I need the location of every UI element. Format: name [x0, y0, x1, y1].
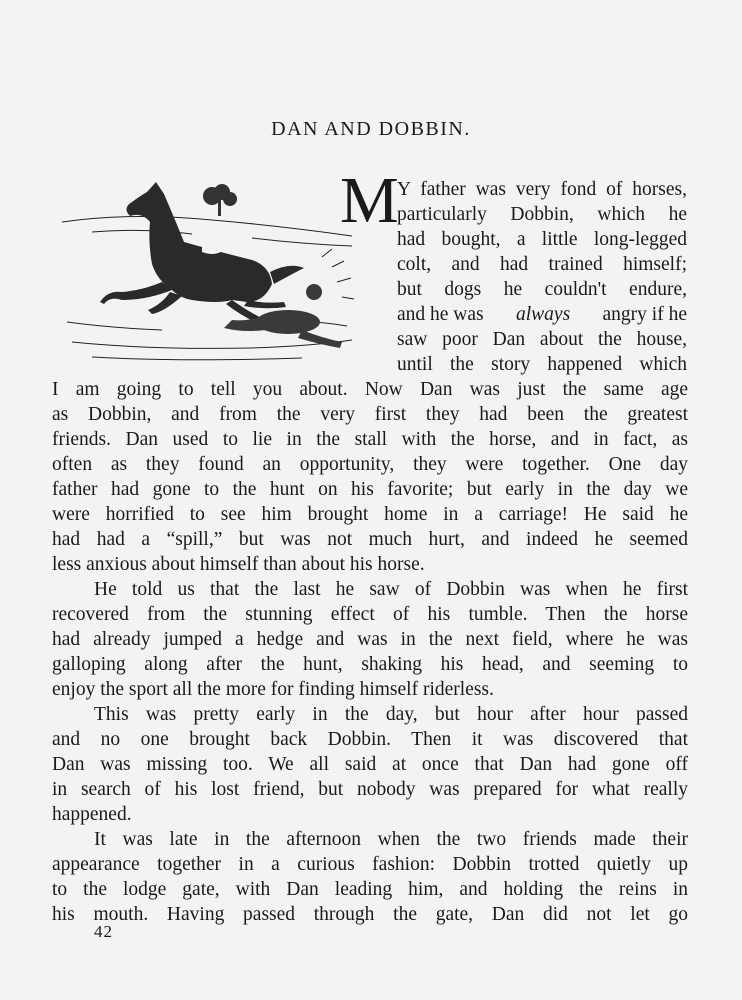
- text-line: Dan was missing too. We all said at once that Dan had gone off: [52, 754, 688, 775]
- text-line: This was pretty early in the day, but hour after hour passed: [94, 704, 688, 725]
- drop-cap: M: [340, 164, 399, 237]
- text-line: and no one brought back Dobbin. Then it was discovered that: [52, 729, 688, 750]
- text-line: happened.: [52, 804, 132, 825]
- text-line: to the lodge gate, with Dan leading him, and holding the reins in: [52, 879, 688, 900]
- text-line: saw poor Dan about the house,: [397, 329, 687, 350]
- text-line: father had gone to the hunt on his favorite; but early in the day we: [52, 479, 688, 500]
- text-fragment: and he was: [397, 304, 489, 325]
- text-line: friends. Dan used to lie in the stall with the horse, and in fact, as: [52, 429, 688, 450]
- text-line: I am going to tell you about. Now Dan was just the same age: [52, 379, 688, 400]
- text-line: had had a “spill,” but was not much hurt, and indeed he seemed: [52, 529, 688, 550]
- text-line: but dogs he couldn't endure,: [397, 279, 687, 300]
- text-line: often as they found an opportunity, they were together. One day: [52, 454, 688, 475]
- text-line: had already jumped a hedge and was in the next field, where he was: [52, 629, 688, 650]
- page-number: 42: [94, 922, 113, 941]
- text-line: until the story happened which: [397, 354, 687, 375]
- text-line: as Dobbin, and from the very first they had been the greatest: [52, 404, 688, 425]
- text-line: enjoy the sport all the more for finding himself riderless.: [52, 679, 494, 700]
- page-title: DAN AND DOBBIN.: [271, 118, 471, 140]
- text-line: He told us that the last he saw of Dobbin was when he first: [94, 579, 688, 600]
- text-line: appearance together in a curious fashion: Dobbin trotted quietly up: [52, 854, 688, 875]
- text-fragment: angry if he: [597, 304, 687, 325]
- text-line: Y father was very fond of horses,: [397, 179, 687, 200]
- text-line: were horrified to see him brought home in a carriage! He said he: [52, 504, 688, 525]
- text-line: It was late in the afternoon when the two friends made their: [94, 829, 688, 850]
- horse-and-fallen-rider-illustration: [52, 172, 370, 372]
- text-line: had bought, a little long-legged: [397, 229, 687, 250]
- text-line: colt, and had trained himself;: [397, 254, 687, 275]
- emphasized-word: always: [516, 304, 571, 325]
- text-line: galloping along after the hunt, shaking his head, and seeming to: [52, 654, 688, 675]
- text-line: his mouth. Having passed through the gate, Dan did not let go: [52, 904, 688, 925]
- text-line: in search of his lost friend, but nobody was prepared for what really: [52, 779, 688, 800]
- text-line: [397, 303, 687, 327]
- text-line: particularly Dobbin, which he: [397, 204, 687, 225]
- text-line: recovered from the stunning effect of his tumble. Then the horse: [52, 604, 688, 625]
- text-line: less anxious about himself than about his horse.: [52, 554, 425, 575]
